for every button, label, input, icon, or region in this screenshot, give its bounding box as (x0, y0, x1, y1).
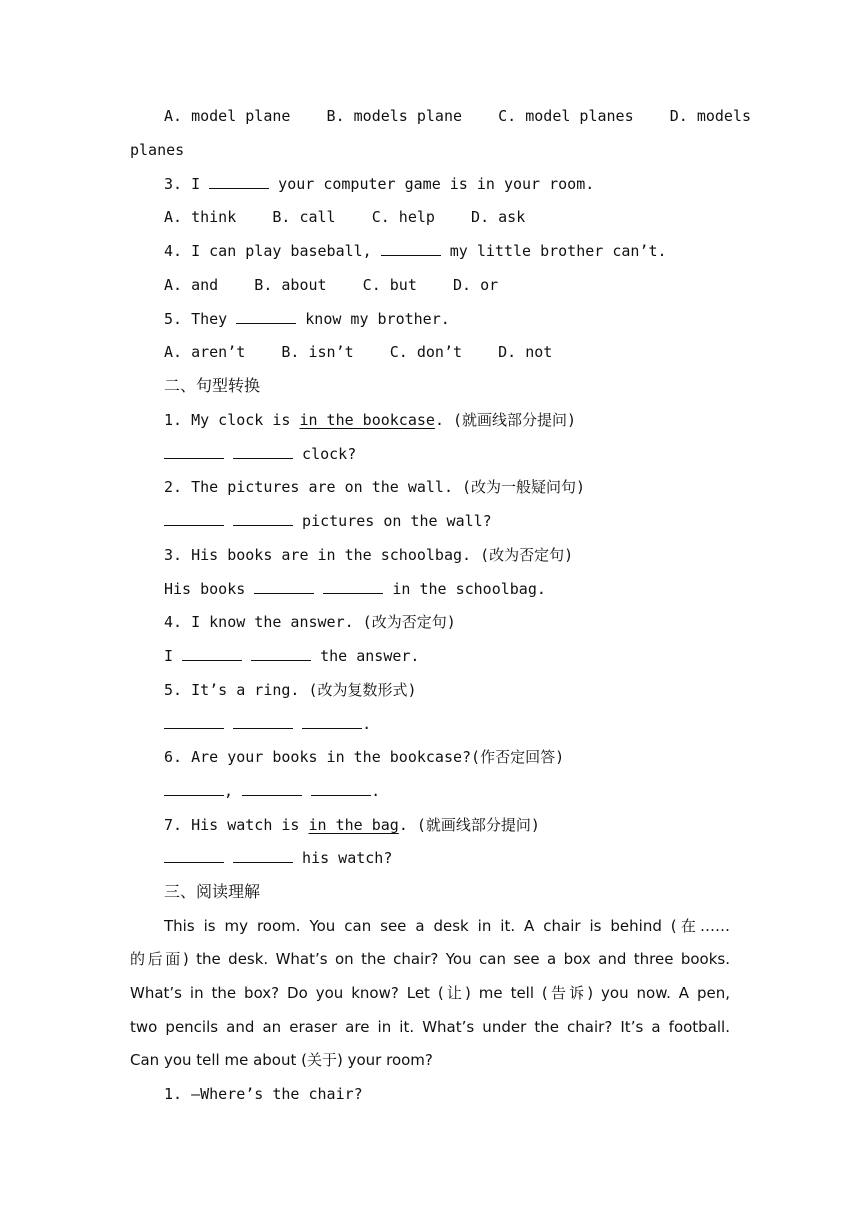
answer-blank (164, 781, 224, 796)
transform-q2-answer (164, 511, 492, 531)
choice-q3-options: A. think B. call C. help D. ask (164, 208, 526, 226)
passage-line: This is my room. You can see a desk in it. A chair is behind (在…… (164, 917, 730, 935)
choice-q4-options: A. and B. about C. but D. or (164, 276, 499, 294)
transform-q5-answer (164, 714, 371, 734)
transform-q2-answer-suffix: pictures on the wall? (293, 512, 492, 530)
transform-q7-underlined: in the bag (308, 816, 399, 834)
transform-q3-answer (164, 579, 546, 599)
answer-blank (236, 309, 296, 324)
choice-q5-prefix: 5. They (164, 310, 237, 328)
transform-q3-answer-suffix: in the schoolbag. (383, 580, 546, 598)
choice-q4-prefix: 4. I can play baseball, (164, 242, 381, 260)
transform-q5: 5. It’s a ring. (改为复数形式) (164, 681, 417, 699)
transform-q1-instruction: . (就画线部分提问) (434, 411, 577, 429)
transform-q3: 3. His books are in the schoolbag. (改为否定句) (164, 546, 574, 564)
section-2-title: 二、句型转换 (164, 376, 261, 395)
answer-blank (242, 781, 302, 796)
answer-blank (251, 646, 311, 661)
answer-blank (233, 714, 293, 729)
transform-q1-answer-suffix: clock? (293, 445, 357, 463)
transform-q1 (164, 410, 576, 430)
transform-q4: 4. I know the answer. (改为否定句) (164, 613, 456, 631)
transform-q5-answer-end: . (362, 715, 372, 733)
choice-q3-prefix: 3. I (164, 175, 210, 193)
answer-blank (381, 241, 441, 256)
choice-q4-question (164, 241, 667, 261)
answer-blank (311, 781, 371, 796)
transform-q6-answer-end: . (371, 782, 381, 800)
passage-line: two pencils and an eraser are in it. What’s under the chair? It’s a football. (130, 1018, 730, 1036)
answer-blank (164, 444, 224, 459)
reading-q1: 1. —Where’s the chair? (164, 1085, 363, 1103)
choice-q3-question (164, 174, 594, 194)
answer-blank (233, 444, 293, 459)
passage-line: Can you tell me about (关于) your room? (130, 1051, 433, 1069)
transform-q7-answer (164, 848, 392, 868)
answer-blank (164, 848, 224, 863)
passage-line: 的后面) the desk. What’s on the chair? You can see a box and three books. (130, 950, 730, 968)
transform-q7-answer-suffix: his watch? (293, 849, 393, 867)
answer-blank (233, 511, 293, 526)
choice-q5-options: A. aren’t B. isn’t C. don’t D. not (164, 343, 553, 361)
answer-blank (254, 579, 314, 594)
answer-blank (209, 174, 269, 189)
transform-q4-answer-prefix: I (164, 647, 183, 665)
answer-blank (323, 579, 383, 594)
transform-q1-underlined: in the bookcase (299, 411, 435, 429)
answer-blank (182, 646, 242, 661)
transform-q4-answer (164, 646, 419, 666)
choice-q2-options-wrap: planes (130, 141, 185, 159)
transform-q6: 6. Are your books in the bookcase?(作否定回答) (164, 748, 565, 766)
transform-q1-prefix: 1. My clock is (164, 411, 300, 429)
answer-blank (302, 714, 362, 729)
passage-line: What’s in the box? Do you know? Let (让) me tell (告诉) you now. A pen, (130, 984, 730, 1002)
choice-q5-question (164, 309, 450, 329)
transform-q7 (164, 815, 540, 835)
transform-q3-answer-prefix: His books (164, 580, 255, 598)
choice-q5-suffix: know my brother. (296, 310, 450, 328)
section-3-title: 三、阅读理解 (164, 882, 261, 901)
choice-q4-suffix: my little brother can’t. (440, 242, 667, 260)
answer-blank (164, 511, 224, 526)
answer-blank (164, 714, 224, 729)
transform-q7-instruction: . (就画线部分提问) (398, 816, 540, 834)
choice-q2-options: A. model plane B. models plane C. model planes D. models (164, 107, 751, 125)
transform-q7-prefix: 7. His watch is (164, 816, 309, 834)
transform-q4-answer-suffix: the answer. (311, 647, 420, 665)
transform-q6-answer (164, 781, 380, 801)
transform-q6-answer-comma: , (224, 782, 243, 800)
answer-blank (233, 848, 293, 863)
choice-q3-suffix: your computer game is in your room. (269, 175, 595, 193)
transform-q1-answer (164, 444, 356, 464)
transform-q2: 2. The pictures are on the wall. (改为一般疑问句) (164, 478, 586, 496)
